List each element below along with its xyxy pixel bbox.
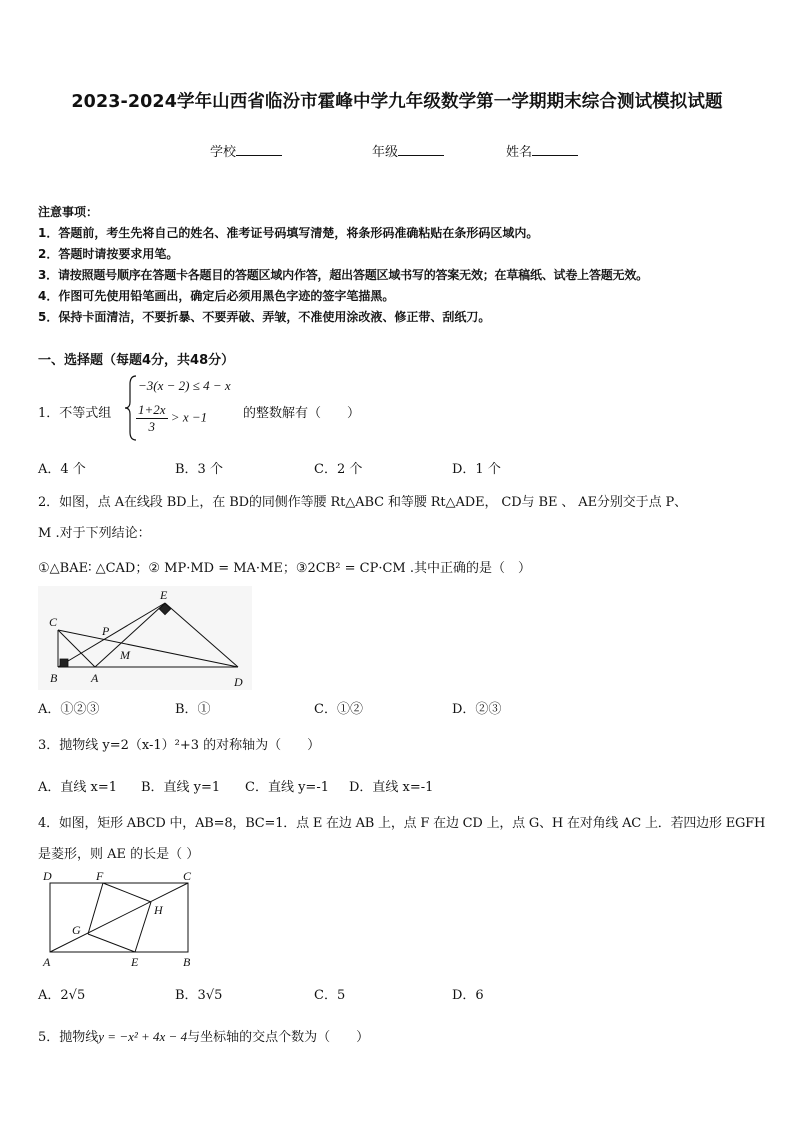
section-heading: 一、选择题（每题4分，共48分） (38, 353, 235, 368)
label-m: M (120, 648, 130, 662)
q1-option-d: D．1 个 (452, 462, 501, 477)
name-field: 姓名 (506, 141, 578, 160)
q1-suffix: 的整数解有（ ） (243, 406, 361, 421)
q1-prefix: 1．不等式组 (38, 406, 112, 421)
label-g: G (72, 923, 81, 937)
label-d: D (234, 675, 243, 689)
q2-option-d: D．②③ (452, 702, 502, 717)
label-b: B (183, 955, 191, 969)
label-b: B (50, 671, 58, 685)
label-a: A (91, 671, 99, 685)
q4-figure (38, 868, 198, 972)
q1-inequality-2: $\frac{1+2x}{3}$ > x −1 (138, 402, 208, 434)
school-field: 学校 (210, 141, 282, 160)
q5-stem: 5．抛物线y = −x² + 4x − 4与坐标轴的交点个数为（ ） (38, 1029, 370, 1045)
q4-stem-line2: 是菱形，则 AE 的长是（ ） (38, 847, 200, 862)
q2-figure (38, 586, 252, 690)
notice-item: 4．作图可先使用铅笔画出，确定后必须用黑色字迹的签字笔描黑。 (38, 289, 395, 303)
q2-stem-line1: 2．如图，点 A在线段 BD上，在 BD的同侧作等腰 Rt△ABC 和等腰 Rt△ADE， CD与 BE 、 AE分别交于点 P、 (38, 495, 688, 510)
page-title: 2023-2024学年山西省临汾市霍峰中学九年级数学第一学期期末综合测试模拟试题 (71, 92, 723, 112)
notice-item: 5．保持卡面清洁，不要折暴、不要弄破、弄皱，不准使用涂改液、修正带、刮纸刀。 (38, 310, 491, 324)
label-d: D (43, 869, 52, 883)
q4-option-c: C．5 (314, 988, 346, 1003)
label-c: C (49, 615, 58, 629)
notice-item: 1．答题前，考生先将自己的姓名、准考证号码填写清楚，将条形码准确粘贴在条形码区域内。 (38, 226, 539, 240)
q2-option-a: A．①②③ (38, 702, 100, 717)
notice-heading: 注意事项： (38, 205, 99, 219)
label-c: C (183, 869, 192, 883)
q2-stem-line2: M .对于下列结论： (38, 526, 151, 541)
q1-inequality-1: −3(x − 2) ≤ 4 − x (138, 378, 231, 393)
q3-option-c: C．直线 y=-1 (245, 780, 329, 795)
q1-option-b: B．3 个 (175, 462, 223, 477)
grade-field: 年级 (372, 141, 444, 160)
notice-item: 3．请按照题号顺序在答题卡各题目的答题区域内作答，超出答题区域书写的答案无效；在草稿纸、试卷上答题无效。 (38, 268, 648, 282)
label-h: H (154, 903, 163, 917)
q1-option-c: C．2 个 (314, 462, 363, 477)
q2-option-b: B．① (175, 702, 211, 717)
q3-option-a: A．直线 x=1 (38, 780, 118, 795)
notice-item: 2．答题时请按要求用笔。 (38, 247, 179, 261)
label-e: E (131, 955, 139, 969)
label-p: P (102, 624, 110, 638)
q4-option-d: D．6 (452, 988, 484, 1003)
q3-stem: 3．抛物线 y=2（x-1）²+3 的对称轴为（ ） (38, 738, 321, 753)
q2-option-c: C．①② (314, 702, 363, 717)
q4-stem-line1: 4．如图，矩形 ABCD 中，AB=8，BC=1．点 E 在边 AB 上，点 F 在边 CD 上，点 G、H 在对角线 AC 上．若四边形 EGFH (38, 816, 766, 831)
q4-option-a: A．2√5 (38, 988, 86, 1003)
q3-option-b: B．直线 y=1 (141, 780, 221, 795)
q2-conclusions: ①△BAE∶ △CAD；② MP·MD = MA·ME；③2CB² = CP·CM .其中正确的是（ ） (38, 561, 531, 576)
label-a: A (43, 955, 51, 969)
q4-option-b: B．3√5 (175, 988, 223, 1003)
q3-option-d: D．直线 x=-1 (349, 780, 434, 795)
q1-option-a: A．4 个 (38, 462, 86, 477)
label-f: F (96, 869, 104, 883)
label-e: E (160, 588, 168, 602)
